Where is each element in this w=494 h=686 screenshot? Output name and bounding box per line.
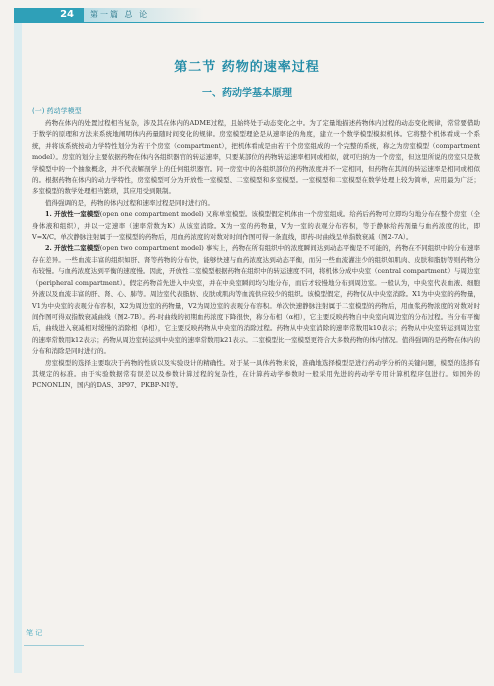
header-rule [14, 22, 484, 23]
item-text: 又称单室模型。该模型假定机体由一个房室组成。给药后药物可立即均匀地分布在整个房室（全身体液和组织），并以一定速率（速率常数为K）从该室消除。X为一室的药物量，V为一室的表观分布容积，等于静脉给药剂量与血药浓度的比，即V=X/C。单次静脉注射属于一室模型的药物后，用血药浓度的对数对时间作图可得一条直线，即药-时曲线呈单指数衰减（图2-7A）。 [32, 210, 480, 242]
section-title: 第二节 药物的速率过程 [174, 60, 320, 75]
subsection-title: 一、药动学基本原理 [202, 88, 292, 99]
paragraph-closing: 房室模型的选择主要取决于药物的性质以及实验设计的精确性。对于某一具体药物来说，准确地选择模型是进行药动学分析的关键问题，模型的选择有其规定的标准。由于实验数据常有误差以及参数计算过程的复杂性，在计算药动学参数时一般采用先进的药动学专用计算机程序包进行。如国外的PCNONLIN，国内的DAS、3P97、PKBP-NI等。 [32, 358, 480, 390]
left-margin-strip [14, 23, 22, 673]
item-one-compartment [32, 209, 480, 243]
body-text [32, 118, 480, 392]
item-text: 事实上，药物在所有组织中的浓度瞬间达到动态平衡是不可能的，药物在不同组织中的分布速率存在差异。一些血流丰富的组织如肝、肾等药物的分布快，能够快速与血药浓度达到动态平衡，而另一些血流灌注少的组织如肌肉、皮肤和脂肪等则药物分布较慢。与血药浓度达到平衡的速度慢。因此，开放性二室模型根据药物在组织中的转运速度不同，将机体分成中央室（central compartment）与周边室（peripheral compartment）。假定药物首先进入中央室，并在中央室瞬间均匀地分布，而后才较慢地分布到周边室。一般认为，中央室代表血液、细胞外液以及血流丰富的肝、肾、心、肺等。周边室代表脂肪、皮肤或肌肉等血流供应较少的组织。该模型假定，药物仅从中央室消除。X1为中央室的药物量，V1为中央室的表观分布容积，X2为周边室的药物量，V2为周边室的表观分布容积。单次快速静脉注射属于二室模型的药物后，用血浆药物浓度的对数对时间作图可得双指数衰减曲线（图2-7B）。药-时曲线的初期血药浓度下降很快，称分布相（α相），它主要反映药物自中央室向周边室的分布过程。当分布平衡后，曲线进入衰减相对缓慢的消除相（β相），它主要反映药物从中央室的消除过程。药物从中央室消除的速率常数用k10表示；药物从中央室转运到周边室的速率常数用k12表示；药物从周边室转运到中央室的速率常数用k21表示。二室模型比一室模型更符合大多数药物的体内情况。值得强调的是药物在体内的分布和消除是同时进行的。 [32, 244, 480, 356]
item-heading: 1. 开放性一室模型 [45, 210, 100, 219]
paragraph-intro: 药物在体内的处置过程相当复杂，涉及其在体内的ADME过程，且始终处于动态变化之中。为了定量地描述药物体内过程的动态变化规律，常常要借助于数学的原理和方法来系统地阐明体内药量随时间变化的规律。房室模型理论是从速率论的角度，建立一个数学模型模拟机体。它将整个机体看成一个系统，并将该系统按动力学特性划分为若干个房室（compartment），把机体看成是由若干个房室组成的一个完整的系统，称之为房室模型（compartment model）。房室的划分主要依据药物在体内各组织器官的转运速率，只要某部位的药物转运速率相同或相似，就可归纳为一个房室，但这里所说的房室只是数学模型中的一个抽象概念，并不代表解剖学上的任何组织器官。同一房室中的各组织部位的药物浓度并不一定相同，但药物在其间的转运速率是相同或相似的。根据药物在体内的动力学特性，房室模型可分为开放性一室模型、二室模型和多室模型。一室模型和二室模型在数学处理上较为简单，应用最为广泛；多室模型的数学处理相当繁琐，其应用受到限制。 [32, 119, 480, 196]
item-two-compartment [32, 243, 480, 357]
notes-rule [24, 645, 84, 646]
item-heading: 2. 开放性二室模型 [45, 244, 100, 253]
page-number: 24 [14, 8, 84, 22]
item-heading-en: (open one compartment model) [99, 210, 204, 219]
item-heading-en: (open two compartment model) [99, 244, 204, 253]
notes-label: 笔 记 [26, 629, 43, 637]
part-label: 第一篇 总 论 [84, 8, 204, 22]
paragraph-note: 值得强调的是，药物的体内过程和速率过程是同时进行的。 [45, 198, 214, 207]
subsubsection-title: (一) 药动学模型 [32, 107, 82, 115]
